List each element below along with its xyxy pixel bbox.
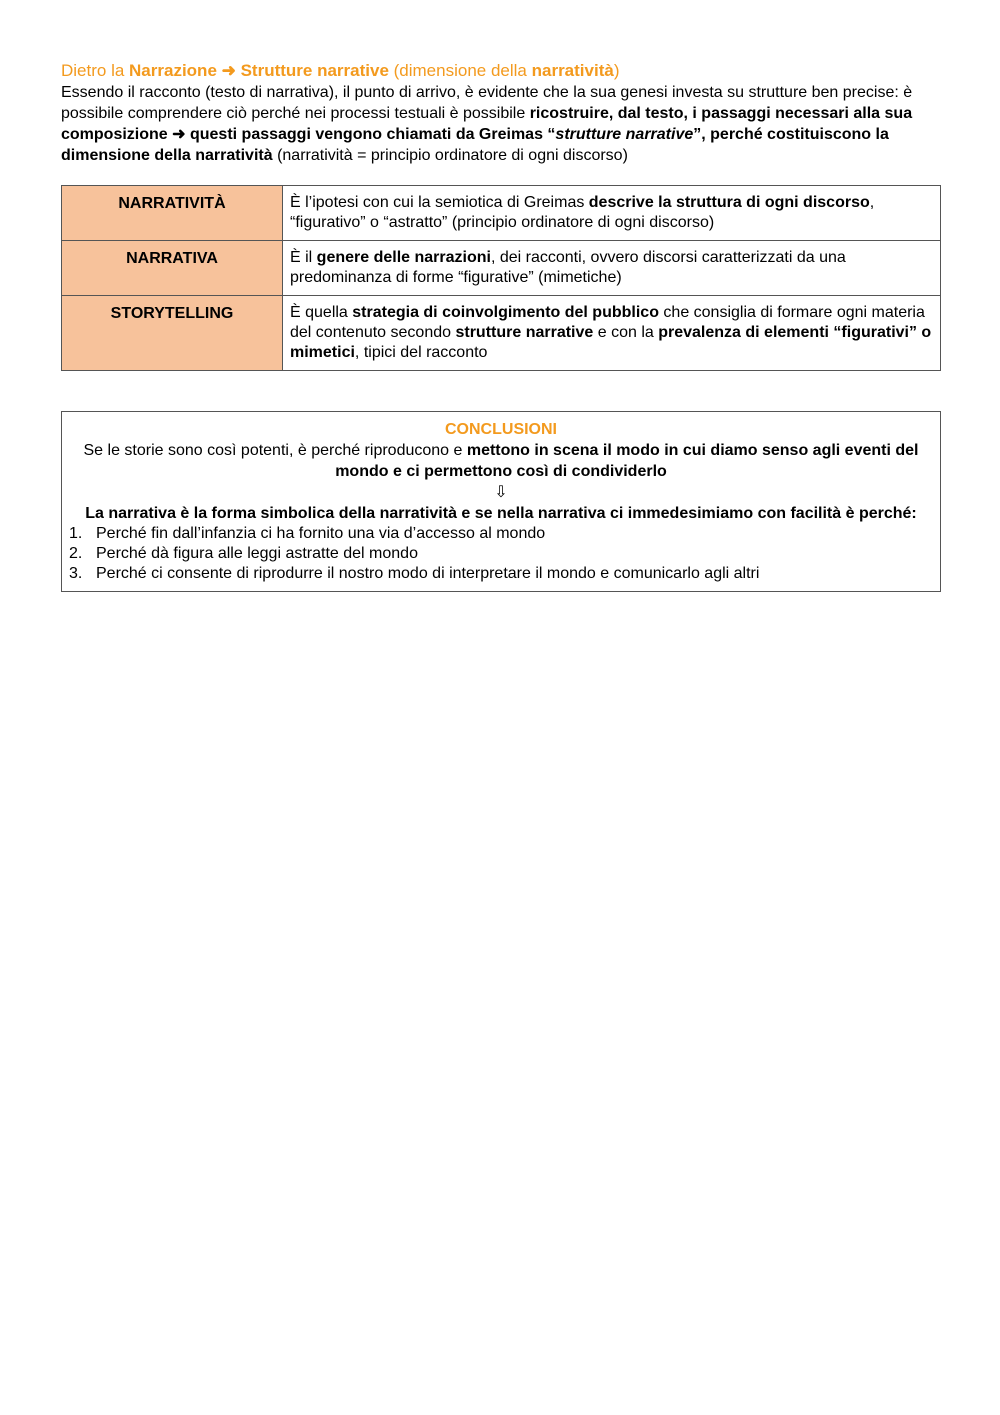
description-cell: [283, 241, 941, 296]
list-number: 2.: [69, 545, 83, 562]
desc-text: È quella: [290, 304, 353, 321]
desc-bold: prevalenza di elementi “figurativi” o mimetici: [290, 324, 932, 361]
heading-bold: Narrazione ➜ Strutture narrative: [129, 61, 389, 80]
term-cell: STORYTELLING: [62, 296, 283, 371]
desc-text: È il: [290, 249, 317, 266]
intro-text: Essendo il racconto (testo di narrativa), il punto di arrivo, è evidente che la sua genesi investa su strutture ben precise: è possibile comprendere ciò perché nei processi testuali è possibile: [61, 84, 913, 122]
conclusions-title: CONCLUSIONI: [445, 421, 557, 438]
intro-bold: ”, perché costituiscono la dimensione della narratività: [61, 126, 889, 164]
term-cell: NARRATIVITÀ: [62, 186, 283, 241]
conclusions-text: Se le storie sono così potenti, è perché riproducono e: [83, 442, 467, 459]
definitions-table: [61, 185, 941, 371]
desc-text: È l’ipotesi con cui la semiotica di Greimas: [290, 194, 589, 211]
heading-text: Dietro la: [61, 61, 130, 80]
desc-text: che consiglia di formare ogni materia del contenuto secondo: [290, 304, 925, 341]
document-page: [61, 60, 941, 592]
intro-italic: strutture narrative: [555, 126, 694, 143]
conclusions-box: [61, 411, 941, 592]
intro-text: (narratività = principio ordinatore di ogni discorso): [272, 147, 628, 164]
description-cell: [283, 296, 941, 371]
list-number: 1.: [69, 525, 83, 542]
list-text: Perché ci consente di riprodurre il nostro modo di interpretare il mondo e comunicarlo agli altri: [96, 565, 760, 582]
desc-bold: strutture narrative: [455, 324, 594, 341]
term-cell: NARRATIVA: [62, 241, 283, 296]
list-text: Perché fin dall’infanzia ci ha fornito una via d’accesso al mondo: [96, 525, 546, 542]
conclusions-statement: La narrativa è la forma simbolica della narratività e se nella narrativa ci immedesimiamo con facilità è perché:: [85, 505, 917, 522]
desc-text: e con la: [593, 324, 659, 341]
heading-bold: narratività: [531, 61, 614, 80]
heading-text: ): [613, 61, 620, 80]
table-row: [62, 241, 941, 296]
description-cell: [283, 186, 941, 241]
conclusions-line: [62, 440, 940, 482]
list-item: [62, 524, 940, 544]
list-number: 3.: [69, 565, 83, 582]
list-item: [62, 544, 940, 564]
heading-text: (dimensione della: [388, 61, 532, 80]
reasons-list: [62, 524, 940, 584]
conclusions-bold: mettono in scena il modo in cui diamo senso agli eventi del mondo e ci permettono così di condividerlo: [335, 442, 919, 480]
intro-bold: ricostruire, dal testo, i passaggi necessari alla sua composizione ➜ questi passaggi vengono chiamati da Greimas “: [61, 105, 913, 143]
section-heading: [61, 60, 941, 82]
desc-text: , dei racconti, ovvero discorsi caratterizzati da una predominanza di forme “figurative” (mimetiche): [290, 249, 846, 286]
intro-paragraph: [61, 82, 941, 166]
desc-bold: strategia di coinvolgimento del pubblico: [352, 304, 659, 321]
desc-text: , tipici del racconto: [354, 344, 488, 361]
down-arrow-icon: ⇩: [494, 484, 508, 501]
list-item: [62, 564, 940, 584]
desc-text: , “figurativo” o “astratto” (principio ordinatore di ogni discorso): [290, 194, 875, 231]
table-row: [62, 296, 941, 371]
table-row: [62, 186, 941, 241]
desc-bold: descrive la struttura di ogni discorso: [588, 194, 870, 211]
list-text: Perché dà figura alle leggi astratte del mondo: [96, 545, 418, 562]
desc-bold: genere delle narrazioni: [316, 249, 491, 266]
